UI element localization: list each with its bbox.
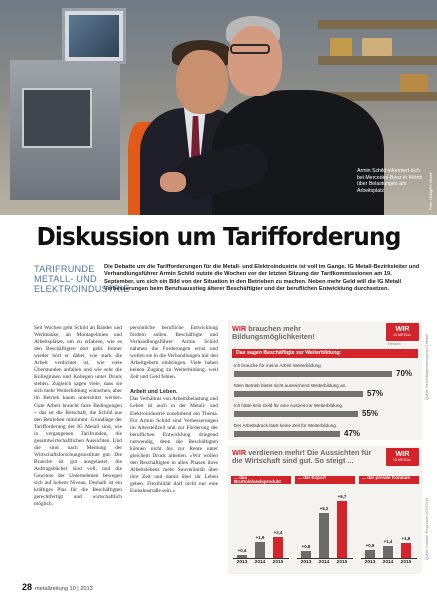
tick-label: 2013: [364, 560, 376, 565]
infographic-weiterbildung: [228, 321, 422, 440]
hand: [160, 172, 186, 192]
stat-bar: [234, 391, 363, 397]
panel-title: ... der private Konsum: [359, 476, 419, 484]
tick-label: 2014: [254, 560, 266, 565]
bar: [337, 501, 347, 558]
title-text: brauchen mehr Bildungsmöglichkeiten!: [232, 324, 315, 341]
stat-label: Ich hätte kein Geld für eine Auszeit zur Weiterbildung.: [234, 403, 344, 408]
monitor-screen: [69, 15, 119, 57]
stat-bar: [234, 371, 392, 377]
bar: [319, 513, 329, 558]
title-text: verdienen mehr! Die Aussichten für die Wirtschaft sind gut. So steigt ...: [232, 448, 372, 465]
bar: [273, 537, 283, 558]
shelf: [318, 56, 437, 65]
shelf-box: [330, 38, 352, 56]
stat-value: 70%: [396, 369, 413, 378]
wir-logo: [386, 448, 419, 466]
data-label: +0,9: [365, 543, 375, 548]
tick-label: 2015: [336, 560, 348, 565]
logo-subtext: IG METALL: [393, 333, 412, 337]
body-text: persönliche berufliche Entwicklung fördern sollen. Beschäftigte und Verhandlungsführer Armin Schild nahmen die Forderungen ernst und wollen sie in die Verhandlungen mit den Arbeitgebern einbringen. Viele haben keinen Zugang zu Weiterbildung, weil Zeit und Geld fehlen.: [130, 325, 218, 381]
tick-label: 2015: [400, 560, 412, 565]
tick-label: 2014: [382, 560, 394, 565]
shelf: [318, 20, 437, 29]
infographic-wirtschaft: [228, 446, 422, 574]
article-photo: [0, 0, 437, 215]
glasses: [230, 44, 270, 54]
body-column-1: Seit Wochen geht Schild an Bänder und Werkbänke, an Montagelinien und Arbeitsplätze, um zu erfahren, wie es den Beschäftigten dort geht. Immer wieder hört er dabei, wie stark die Arbeit verdichtet ist, wie viele Überstunden anfallen und wie sehr die Kolleginnen und Kollegen unter Druck stehen. Zugleich sagen viele, dass sie sich mehr Weiterbildung wünschen, aber im Betrieb kaum unterstützt werden. Gute Arbeit braucht faire Bedingungen – das ist die Botschaft, die Schild aus den Betrieben mitnimmt. Grundlage der Tarifforderung der IG Metall sind, wie in vergangenen Tarifrunden, die gesamtwirtschaftlichen Aussichten. Und die sind nach Meinung der Wirtschaftsforschungsinstitute gut. Die Branche ist gut ausgelastet, die Auftragsbücher sind voll, und die Gewinne der Unternehmen bewegen sich auf hohem Niveau. Deshalb ist ein kräftiges Plus für die Beschäftigten gerechtfertigt und wirtschaftlich möglich.: [34, 325, 122, 508]
x-axis: [361, 558, 417, 559]
bar: [255, 542, 265, 558]
page-number: 28: [22, 582, 33, 592]
infographic-title: [232, 449, 382, 464]
chart-source: Quelle: Institute, Prognosen 2014/2015: [425, 497, 429, 560]
wir-logo: [386, 323, 419, 341]
tick-label: 2013: [300, 560, 312, 565]
data-label: +2,4: [273, 530, 283, 535]
logo-subtext: IG METALL: [393, 458, 412, 462]
subheading: Arbeit und Leben.: [130, 389, 178, 396]
data-label: +5,2: [319, 506, 329, 511]
publication-name: metallzeitung 10 | 2013: [35, 586, 93, 592]
tick-label: 2014: [318, 560, 330, 565]
panel-title: ... der Export: [295, 476, 355, 484]
stat-label: Ich brauche für meine Arbeit Weiterbildung.: [234, 363, 323, 368]
stat-value: 57%: [367, 389, 384, 398]
data-label: +1,9: [255, 535, 265, 540]
stat-value: 47%: [344, 429, 361, 438]
photo-caption: Armin Schild informiert sich bei Mercedes-Benz in Wörth über Belastungen am Arbeitsplatz: [357, 168, 423, 194]
x-axis: [233, 558, 289, 559]
shelf-box: [362, 38, 392, 56]
data-label: +1,4: [383, 539, 393, 544]
page-footer: [22, 582, 93, 592]
bar: [237, 555, 247, 558]
face: [228, 26, 282, 96]
headline: Diskussion um Tarifforderung: [36, 222, 401, 251]
bar: [365, 550, 375, 558]
sideline: TARIFRUNDE METALL- UND ELEKTROINDUSTRIE: [34, 264, 130, 294]
bar: [383, 546, 393, 558]
face: [176, 50, 228, 114]
title-highlight: WIR: [232, 324, 247, 333]
tick-label: 2015: [272, 560, 284, 565]
stat-bar: [234, 411, 358, 417]
monitor: [62, 8, 126, 64]
shelf-box: [400, 74, 428, 92]
title-highlight: WIR: [232, 448, 247, 457]
stat-bar: [234, 431, 340, 437]
x-axis: [297, 558, 353, 559]
tick-label: 2013: [236, 560, 248, 565]
data-label: +6,7: [337, 494, 347, 499]
bar: [401, 543, 411, 558]
body-column-2: [130, 325, 218, 495]
bar: [301, 551, 311, 558]
stat-label: Der Arbeitsdruck lässt keine Zeit für Weiterbildung.: [234, 423, 338, 428]
data-label: +1,8: [401, 536, 411, 541]
logo-tag: Hessen: [388, 342, 401, 346]
panel-title: ... das Bruttoinlandsprodukt: [231, 476, 291, 484]
machine-window: [22, 88, 92, 148]
stat-label: Mein Betrieb bietet nicht ausreichend Weiterbildung an.: [234, 383, 347, 388]
logo-text: WIR: [395, 449, 410, 458]
data-label: +0,4: [237, 548, 247, 553]
infographic-source: Quelle: Beschäftigtenbefragung IG Metall: [425, 334, 429, 400]
lead-paragraph: Die Debatte um die Tarifforderungen für die Metall- und Elektroindustrie ist voll im Gange. IG Metall-Bezirksleiter und Verhandlungsführer Armin Schild nutzte die Wochen vor der letzten Sitzung der Tarifkommissionen am 19. September, um sich ein Bild von der Situation in den Betrieben zu machen. Neben mehr Geld will die IG Metall Verbesserungen beim Berufsausstieg älterer Beschäftigter und der beruflichen Entwicklung durchsetzen.: [104, 264, 420, 292]
data-label: +0,8: [301, 544, 311, 549]
body-text: Das Verhältnis von Arbeitsbelastung und Leben ist auch in der Metall- und Elektroindustrie zunehmend ein Thema. Für Armin Schild sind Verbesserungen im Altersteilzeit und zur Förderung der beruflichen Entwicklung dringend notwendig, denn die Beschäftigten können nicht bis zur Rente unter gleichem Druck arbeiten. »Wir wollen den Beschäftigten in allen Phasen ihres Arbeitslebens mehr Souveränität über ihre Zeit und damit über ihr Leben geben. Flexibilität darf nicht nur eine Einbahnstraße sein.«: [130, 396, 218, 495]
infographic-subhead: Das sagen Beschäftigte zur Weiterbildung:: [232, 349, 418, 358]
photo-credit: Foto: Hilbig/IG Metall: [428, 172, 433, 210]
logo-text: WIR: [395, 324, 410, 333]
infographic-title: [232, 325, 382, 340]
stat-value: 55%: [362, 409, 379, 418]
